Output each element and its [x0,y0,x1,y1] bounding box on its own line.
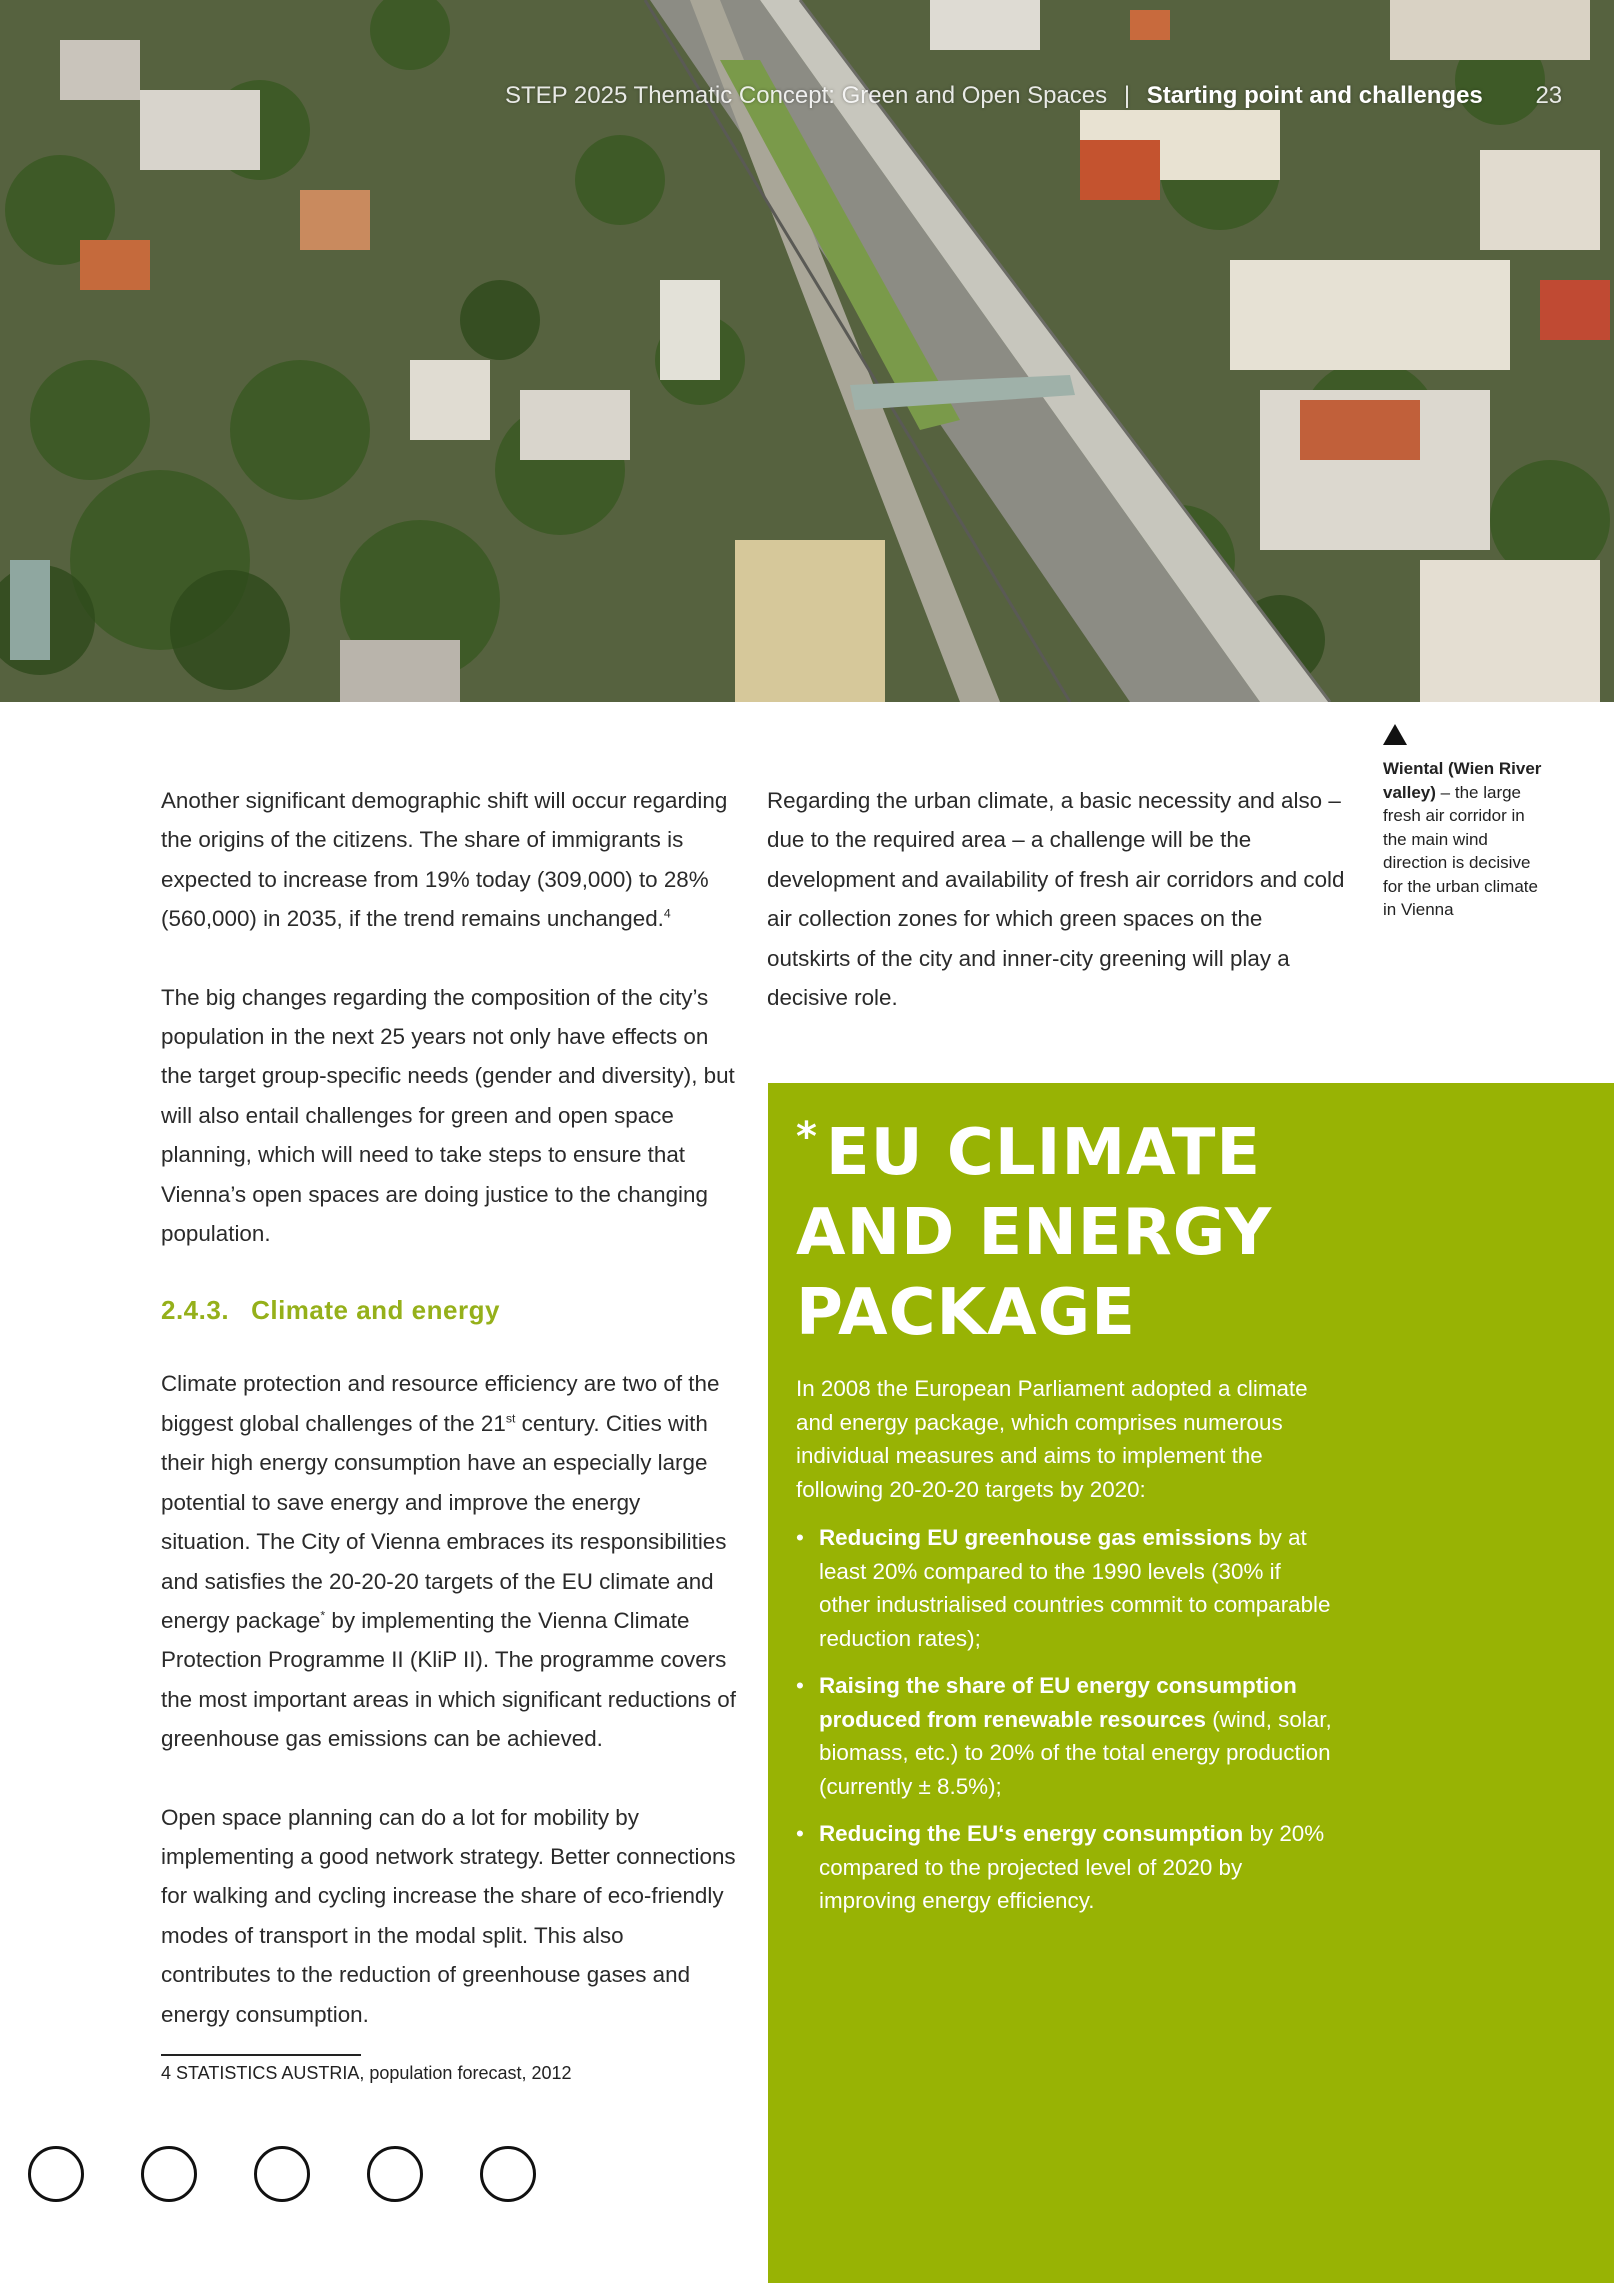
list-item [796,1669,1336,1803]
paragraph-population-composition: The big changes regarding the composition of the city’s population in the next 25 years not only have effects on the target group-specific needs (gender and diversity), but will also entail challenges for green and open space planning, which will need to take steps to ensure that Vienna’s open spaces are doing justice to the changing population. [161,984,735,1247]
box-title-line-3: PACKAGE [796,1276,1136,1350]
section-heading-title: Climate and energy [251,1295,500,1326]
list-item-bold: Reducing EU greenhouse gas emissions [819,1525,1252,1550]
nav-circle-5[interactable] [480,2146,536,2202]
document-title: STEP 2025 Thematic Concept: Green and Open Spaces [505,82,1108,109]
nav-circle-2[interactable] [141,2146,197,2202]
list-item-bold: Reducing the EU‘s energy consumption [819,1821,1244,1846]
hero-aerial-photo [0,0,1614,702]
paragraph-climate-text-3: by implementing the Vienna Climate Protection Programme II (KliP II). The programme covers the most important areas in which significant reductions of greenhouse gas emissions can be achieved. [161,1607,736,1752]
paragraph-climate-text-1: Climate protection and resource efficiency are two of the biggest global challenges of the 21 [161,1371,720,1436]
nav-circle-3[interactable] [254,2146,310,2202]
triangle-up-icon [1383,724,1407,745]
nav-circle-1[interactable] [28,2146,84,2202]
nav-circle-4[interactable] [367,2146,423,2202]
page-number: 23 [1535,82,1563,109]
asterisk-marker: * [796,1114,818,1160]
eu-climate-package-box [768,1083,1614,2283]
box-title [796,1113,1496,1353]
ordinal-superscript: st [505,1411,516,1426]
list-item [796,1817,1336,1918]
section-title: Starting point and challenges [1146,82,1483,109]
left-text-column [161,781,736,2073]
asterisk-ref[interactable]: * [320,1608,326,1623]
caption-title: Wiental (Wien River valley) [1383,759,1542,802]
list-item [796,1521,1336,1655]
page-header [505,82,1614,110]
paragraph-immigration [161,781,736,939]
list-item-text: by 20% compared to the projected level of 2020 by improving energy efficiency. [819,1821,1325,1913]
paragraph-climate-protection [161,1364,736,1758]
box-title-line-1: EU CLIMATE [825,1116,1262,1190]
paragraph-urban-climate: Regarding the urban climate, a basic necessity and also – due to the required area – a challenge will be the development and availability of fresh air corridors and cold air collection zones for which green spaces on the outskirts of the city and inner-city greening will play a decisive role. [767,788,1345,1011]
section-heading-number: 2.4.3. [161,1295,230,1326]
box-title-line-2: AND ENERGY [796,1196,1273,1270]
paragraph-mobility: Open space planning can do a lot for mobility by implementing a good network strategy. Better connections for walking and cycling increase the share of eco-friendly modes of transport in the modal split. This also contributes to the reduction of greenhouse gases and energy consumption. [161,1804,736,2027]
header-separator: | [1123,82,1131,109]
footnote-divider [161,2054,361,2056]
middle-text-column [767,781,1347,1056]
footnote: 4 STATISTICS AUSTRIA, population forecast, 2012 [161,2063,572,2083]
paragraph-climate-text-2: century. Cities with their high energy consumption have an especially large potential to save energy and improve the energy situation. The City of Vienna embraces its responsibilities and satisfies the 20-20-20 targets of the EU climate and energy package [161,1410,727,1633]
section-heading-climate-energy [161,1292,736,1328]
list-item-bold: Raising the share of EU energy consumption produced from renewable resources [819,1673,1297,1732]
paragraph-immigration-text: Another significant demographic shift will occur regarding the origins of the citizens. The share of immigrants is expected to increase from 19% today (309,000) to 28% (560,000) in 2035, if the trend remains unchanged. [161,788,728,932]
footnote-ref-4[interactable]: 4 [663,906,671,921]
photo-caption [1383,724,1553,922]
targets-list [796,1521,1336,1932]
box-intro: In 2008 the European Parliament adopted a climate and energy package, which comprises numerous individual measures and aims to implement the following 20-20-20 targets by 2020: [796,1376,1308,1502]
caption-text: the large fresh air corridor in the main wind direction is decisive for the urban climate in Vienna [1383,782,1538,919]
list-item-text: (wind, solar, biomass, etc.) to 20% of the total energy production (currently ± 8.5%); [819,1706,1332,1799]
caption-dash: – [1435,782,1451,802]
list-item-text: by at least 20% compared to the 1990 levels (30% if other industrialised countries commit to comparable reduction rates); [819,1525,1331,1651]
